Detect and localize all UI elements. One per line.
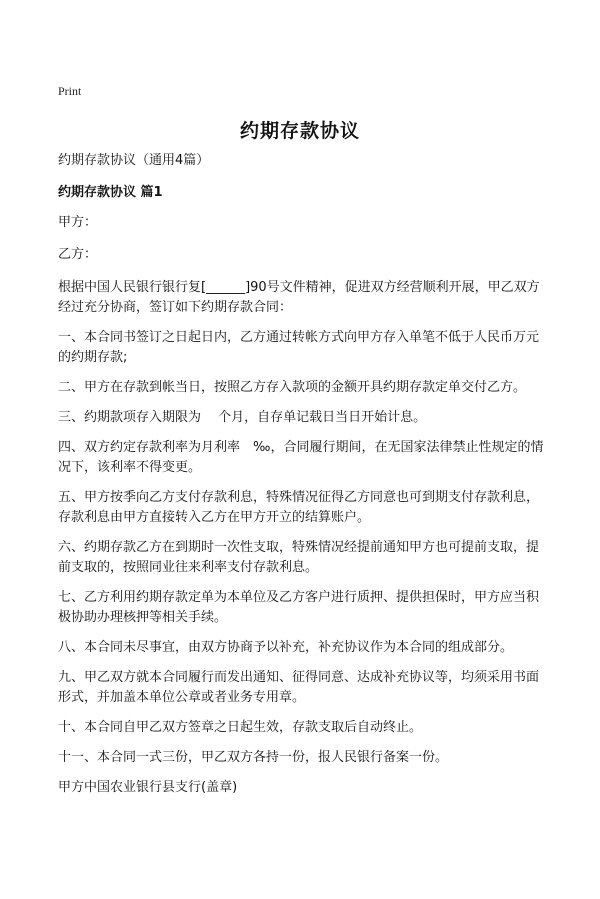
paragraph-preamble: 根据中国人民银行银行复[______]90号文件精神，促进双方经营顺利开展，甲乙双方经过充分协商，签订如下约期存款合同： [58,280,540,315]
party-b-line: 乙方： [58,247,98,262]
paragraph-clause-1: 一、本合同书签订之日起日内，乙方通过转帐方式向甲方存入单笔不低于人民币万元的约期存款; [58,330,540,365]
document-subtitle: 约期存款协议（通用4篇） [58,153,210,168]
print-label[interactable]: Print [58,84,82,98]
paragraph-clause-5: 五、甲方按季向乙方支付存款利息，特殊情况征得乙方同意也可到期支付存款利息，存款利息由甲方直接转入乙方在甲方开立的结算账户。 [58,490,540,525]
paragraph-clause-4: 四、双方约定存款利率为月利率 ‰，合同履行期间，在无国家法律禁止性规定的情况下，该利率不得变更。 [58,440,544,475]
section-heading: 约期存款协议 篇1 [58,185,163,200]
paragraph-clause-8: 八、本合同未尽事宜，由双方协商予以补充，补充协议作为本合同的组成部分。 [58,640,514,655]
document-body [58,152,546,808]
paragraph-clause-6: 六、约期存款乙方在到期时一次性支取，特殊情况经提前通知甲方也可提前支取，提前支取的，按照同业往来利率支付存款利息。 [58,540,540,575]
paragraph-clause-2: 二、甲方在存款到帐当日，按照乙方存入款项的金额开具约期存款定单交付乙方。 [58,380,527,395]
paragraph-clause-11: 十一、本合同一式三份，甲乙双方各持一份，报人民银行备案一份。 [58,750,449,765]
paragraph-clause-7: 七、乙方利用约期存款定单为本单位及乙方客户进行质押、提供担保时，甲方应当积极协助办理核押等相关手续。 [58,590,540,625]
document-title: 约期存款协议 [239,120,360,142]
signature-party-a: 甲方中国农业银行县支行(盖章) [58,780,238,795]
party-a-line: 甲方： [58,215,98,230]
paragraph-clause-3: 三、约期款项存入期限为 个月，自存单记载日当日开始计息。 [58,410,427,425]
paragraph-clause-9: 九、甲乙双方就本合同履行而发出通知、征得同意、达成补充协议等，均须采用书面形式，并加盖本单位公章或者业务专用章。 [58,670,540,705]
paragraph-clause-10: 十、本合同自甲乙双方签章之日起生效，存款支取后自动终止。 [58,720,423,735]
